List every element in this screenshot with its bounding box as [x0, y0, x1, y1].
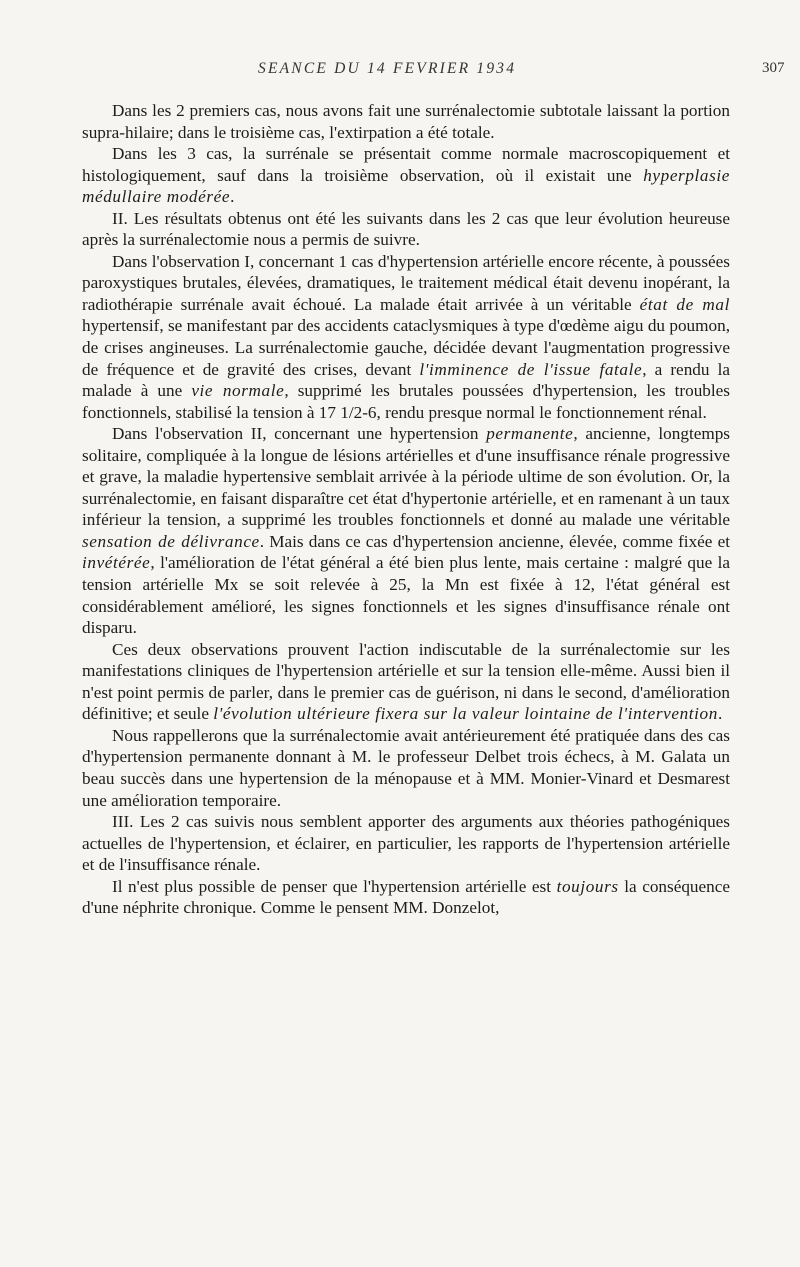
- text-run: , ancienne, longtemps solitaire, compliquée à la longue de lésions artérielles et d'une insuffisance rénale progressive et grave, la maladie hypertensive semblait arrivée à la période ultime de son évolution. Or, la surrénalectomie, en faisant disparaître cet état d'hypertonie artérielle, et en ramenant à un taux inférieur la tension, a supprimé les troubles fonctionnels et donné au malade une véritable: [82, 424, 730, 530]
- italic-run: permanente: [486, 424, 574, 444]
- text-run: Il n'est plus possible de penser que l'hypertension artérielle est: [112, 876, 557, 896]
- running-title: SEANCE DU 14 FEVRIER 1934: [258, 60, 517, 77]
- italic-run: sensation de délivrance: [82, 531, 260, 551]
- text-run: Dans l'observation II, concernant une hypertension: [112, 424, 487, 444]
- paragraph: [82, 876, 730, 919]
- text-run: Ces deux observations prouvent l'action indiscutable de la surrénalectomie sur les manifestations cliniques de l'hypertension artérielle et sur la tension elle-même. Aussi bien il n'est point permis de parler, dans le premier cas de guérison, ni dans le second, d'amélioration définitive; et seule: [82, 639, 730, 724]
- italic-run: état de mal: [639, 294, 730, 314]
- paragraph: [82, 639, 730, 725]
- page-number: 307: [762, 60, 785, 76]
- text-run: hypertensif, se manifestant par des accidents cataclysmiques à type d'œdème aigu du poumon, de crises angineuses. La surrénalectomie gauche, décidée devant l'augmentation progressive de fréquence et de gravité des crises, devant: [82, 316, 730, 379]
- italic-run: l'évolution ultérieure fixera sur la valeur lointaine de l'intervention: [213, 704, 718, 724]
- paragraph: [82, 423, 730, 638]
- italic-run: vie normale: [191, 381, 285, 401]
- text-run: la conséquence d'une néphrite chronique. Comme le pensent MM. Donzelot,: [82, 876, 730, 918]
- text-run: , supprimé les brutales poussées d'hypertension, les troubles fonctionnels, stabilisé la tension à 17 1/2-6, rendu presque normal le fonctionnement rénal.: [82, 381, 730, 422]
- body-text: [82, 100, 730, 919]
- italic-run: l'imminence de l'issue fatale: [419, 359, 643, 379]
- text-run: .: [230, 187, 235, 207]
- text-run: II. Les résultats obtenus ont été les suivants dans les 2 cas que leur évolution heureuse après la surrénalectomie nous a permis de suivre.: [82, 208, 730, 250]
- text-run: , l'amélioration de l'état général a été bien plus lente, mais certaine : malgré que la tension artérielle Mx se soit relevée à 25, la Mn est fixée à 12, l'état général est considérablement amélioré, les signes fonctionnels et les signes d'insuffisance rénale ont disparu.: [82, 553, 730, 638]
- paragraph: [82, 208, 730, 251]
- text-run: Nous rappellerons que la surrénalectomie avait antérieurement été pratiquée dans des cas d'hypertension permanente donnant à M. le professeur Delbet trois échecs, à M. Galata un beau succès dans une hypertension de la ménopause et à MM. Monier-Vinard et Desmarest une amélioration temporaire.: [82, 725, 730, 810]
- italic-run: toujours: [556, 876, 619, 896]
- italic-run: invétérée: [82, 553, 151, 573]
- paragraph: [82, 143, 730, 208]
- text-run: Dans les 2 premiers cas, nous avons fait une surrénalectomie subtotale laissant la portion supra-hilaire; dans le troisième cas, l'extirpation a été totale.: [82, 101, 730, 142]
- text-run: , a rendu la malade à une: [82, 359, 730, 401]
- paragraph: [82, 251, 730, 423]
- text-run: III. Les 2 cas suivis nous semblent apporter des arguments aux théories pathogéniques actuelles de l'hypertension, et éclairer, en particulier, les rapports de l'hypertension artérielle et de l'insuffisance rénale.: [82, 812, 730, 875]
- paragraph: [82, 100, 730, 143]
- text-run: . Mais dans ce cas d'hypertension ancienne, élevée, comme fixée et: [259, 531, 730, 551]
- paragraph: [82, 811, 730, 876]
- paragraph: [82, 725, 730, 811]
- text-run: .: [717, 704, 723, 724]
- italic-run: hyperplasie médullaire modérée: [82, 165, 730, 207]
- text-run: Dans l'observation I, concernant 1 cas d'hypertension artérielle encore récente, à poussées paroxystiques brutales, élevées, dramatiques, le traitement médical était devenu inopérant, la radiothérapie surrénale avait échoué. La malade était arrivée à un véritable: [82, 251, 730, 314]
- text-run: Dans les 3 cas, la surrénale se présentait comme normale macroscopiquement et histologiquement, sauf dans la troisième observation, où il existait une: [82, 144, 730, 185]
